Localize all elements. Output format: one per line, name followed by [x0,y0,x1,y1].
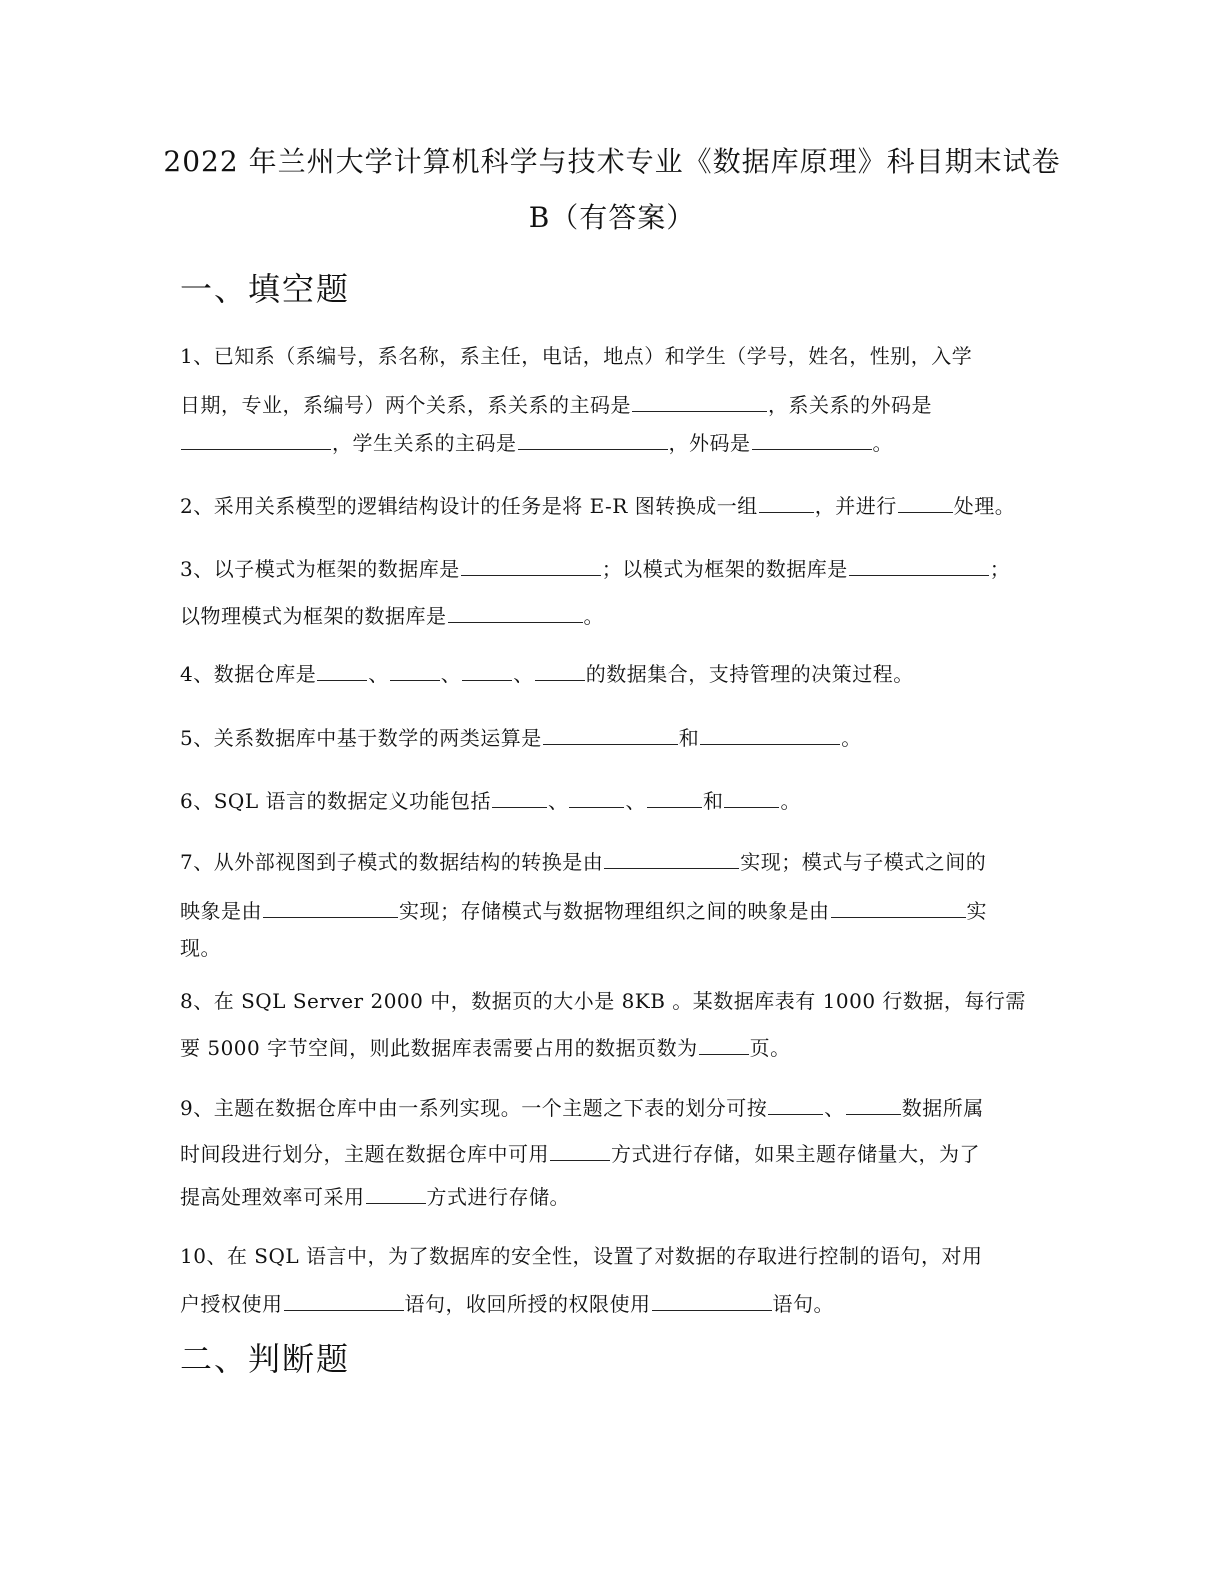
answer-blank[interactable] [518,429,668,450]
question-7-line3: 现。 [180,936,221,960]
question-6: 6、SQL 语言的数据定义功能包括 、 、 和 。 [180,789,801,813]
answer-blank[interactable] [647,787,702,808]
answer-blank[interactable] [543,724,678,745]
answer-blank[interactable] [284,1290,404,1311]
question-1-line1: 1、已知系（系编号，系名称，系主任，电话，地点）和学生（学号，姓名，性别，入学 [180,344,973,368]
answer-blank[interactable] [652,1290,772,1311]
question-1-line2: 日期，专业，系编号）两个关系，系关系的主码是 ，系关系的外码是 [180,393,932,417]
question-9-line3: 提高处理效率可采用 方式进行存储。 [180,1185,570,1209]
answer-blank[interactable] [831,897,966,918]
question-10-line1: 10、在 SQL 语言中，为了数据库的安全性，设置了对数据的存取进行控制的语句，对用 [180,1244,983,1268]
answer-blank[interactable] [700,724,840,745]
question-10-line2: 户授权使用 语句，收回所授的权限使用 语句。 [180,1292,834,1316]
question-7-line2: 映象是由 实现；存储模式与数据物理组织之间的映象是由 实 [180,899,987,923]
answer-blank[interactable] [846,1094,901,1115]
question-8-line2: 要 5000 字节空间，则此数据库表需要占用的数据页数为 页。 [180,1036,791,1060]
answer-blank[interactable] [632,391,767,412]
answer-blank[interactable] [390,660,440,681]
question-1-line3: ，学生关系的主码是 ，外码是 。 [180,427,893,456]
answer-blank[interactable] [898,492,953,513]
answer-blank[interactable] [492,787,547,808]
question-4: 4、数据仓库是 、 、 、 的数据集合，支持管理的决策过程。 [180,662,914,686]
question-9-line2: 时间段进行划分，主题在数据仓库中可用 方式进行存储，如果主题存储量大，为了 [180,1142,980,1166]
answer-blank[interactable] [569,787,624,808]
answer-blank[interactable] [448,602,583,623]
exam-title-line2: B（有答案） [528,201,696,234]
answer-blank[interactable] [849,555,989,576]
answer-blank[interactable] [535,660,585,681]
answer-blank[interactable] [461,555,601,576]
answer-blank[interactable] [263,897,398,918]
answer-blank[interactable] [604,848,739,869]
question-9-line1: 9、主题在数据仓库中由一系列实现。一个主题之下表的划分可按 、 数据所属 [180,1096,984,1120]
question-8-line1: 8、在 SQL Server 2000 中，数据页的大小是 8KB 。某数据库表有 1000 行数据，每行需 [180,989,1026,1013]
answer-blank[interactable] [181,429,331,450]
answer-blank[interactable] [724,787,779,808]
answer-blank[interactable] [768,1094,823,1115]
answer-blank[interactable] [366,1183,426,1204]
question-3-line1: 3、以子模式为框架的数据库是 ；以模式为框架的数据库是 ； [180,557,1011,581]
section-heading-true-false: 二、判断题 [180,1340,351,1378]
answer-blank[interactable] [550,1140,610,1161]
question-2: 2、采用关系模型的逻辑结构设计的任务是将 E-R 图转换成一组 ，并进行 处理。 [180,494,1016,518]
exam-title-line1: 2022 年兰州大学计算机科学与技术专业《数据库原理》科目期末试卷 [163,145,1061,178]
answer-blank[interactable] [752,429,872,450]
section-heading-fill-in: 一、填空题 [180,270,351,308]
answer-blank[interactable] [759,492,814,513]
question-5: 5、关系数据库中基于数学的两类运算是 和 。 [180,726,862,750]
question-3-line2: 以物理模式为框架的数据库是 。 [180,604,604,628]
question-7-line1: 7、从外部视图到子模式的数据结构的转换是由 实现；模式与子模式之间的 [180,850,987,874]
answer-blank[interactable] [699,1034,749,1055]
answer-blank[interactable] [317,660,367,681]
answer-blank[interactable] [462,660,512,681]
